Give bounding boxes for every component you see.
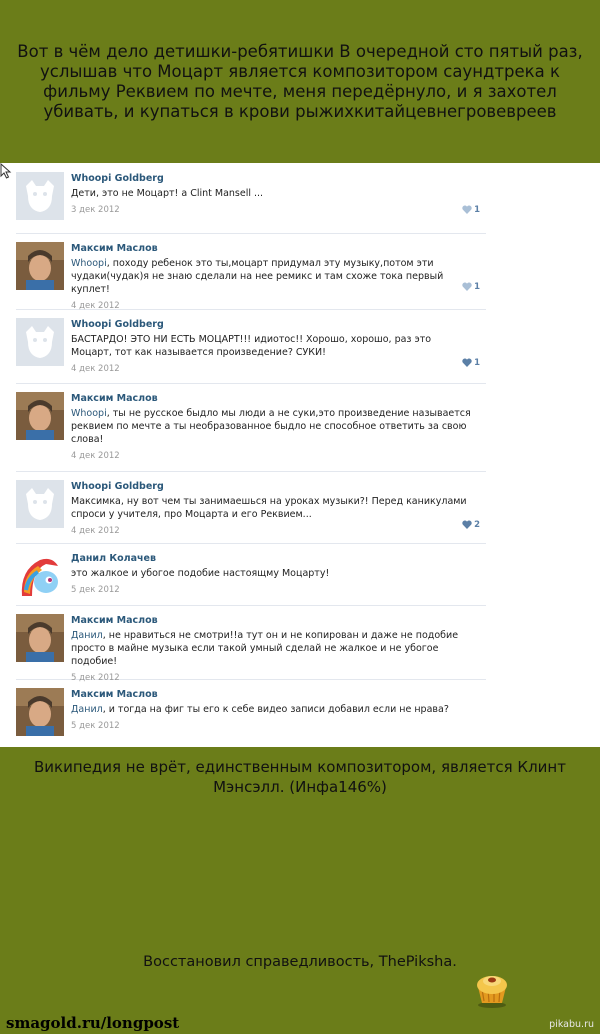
comment-author[interactable]: Максим Маслов — [71, 689, 158, 700]
comment-author[interactable]: Максим Маслов — [71, 615, 158, 626]
comment-text: Whoopi, ты не русское быдло мы люди а не суки,это произведение называется реквием по мечте а ты необразованное быдло не способное ответить за свою слова! — [71, 408, 471, 445]
comment-author[interactable]: Whoopi Goldberg — [71, 319, 164, 330]
site-watermark: pikabu.ru — [549, 1019, 594, 1030]
comment-text: Данил, и тогда на фиг ты его к себе видео записи добавил если не нрава? — [71, 704, 449, 715]
user-photo[interactable] — [16, 242, 64, 290]
reply-mention-link[interactable]: Whoopi — [71, 408, 107, 419]
comment-date[interactable]: 4 дек 2012 — [71, 451, 120, 461]
heart-icon — [462, 205, 472, 214]
comment-author[interactable]: Whoopi Goldberg — [71, 481, 164, 492]
mouse-cursor-icon — [0, 163, 12, 179]
comment-date[interactable]: 5 дек 2012 — [71, 673, 120, 683]
comment-author[interactable]: Данил Колачев — [71, 553, 156, 564]
comment-item — [16, 471, 486, 544]
heart-icon — [462, 282, 472, 291]
comment-text: это жалкое и убогое подобие настоящму Моцарту! — [71, 568, 330, 579]
comment-item — [16, 309, 486, 384]
cupcake-icon — [470, 965, 514, 1009]
like-count: 1 — [474, 205, 480, 215]
comment-date[interactable]: 4 дек 2012 — [71, 364, 120, 374]
comment-item — [16, 383, 486, 472]
comment-text: Дети, это не Моцарт! а Clint Mansell ... — [71, 188, 264, 199]
comment-author[interactable]: Максим Маслов — [71, 393, 158, 404]
dog-avatar-icon[interactable] — [16, 318, 64, 366]
like-count: 1 — [474, 282, 480, 292]
comment-item — [16, 163, 486, 234]
comment-date[interactable]: 5 дек 2012 — [71, 585, 120, 595]
comment-text: Максимка, ну вот чем ты занимаешься на уроках музыки?! Перед каникулами спроси у учителя, про Моцарта и его Реквием... — [71, 496, 467, 520]
heart-icon — [462, 520, 472, 529]
like-count: 1 — [474, 358, 480, 368]
reply-mention-link[interactable]: Данил — [71, 704, 103, 715]
comments-screenshot — [0, 163, 600, 747]
like-button[interactable] — [462, 358, 480, 368]
source-watermark: smagold.ru/longpost — [6, 1014, 180, 1032]
reply-mention-link[interactable]: Whoopi — [71, 258, 107, 269]
comment-author[interactable]: Максим Маслов — [71, 243, 158, 254]
reply-mention-link[interactable]: Данил — [71, 630, 103, 641]
dog-avatar-icon[interactable] — [16, 480, 64, 528]
comment-date[interactable]: 4 дек 2012 — [71, 301, 120, 311]
like-button[interactable] — [462, 520, 480, 530]
comment-author[interactable]: Whoopi Goldberg — [71, 173, 164, 184]
comment-date[interactable]: 3 дек 2012 — [71, 205, 120, 215]
post-signature: Восстановил справедливость, ThePiksha. — [143, 954, 457, 970]
comment-text: БАСТАРДО! ЭТО НИ ЕСТЬ МОЦАРТ!!! идиотос!! Хорошо, хорошо, раз это Моцарт, тот как называется произведение? СУКИ! — [71, 334, 432, 358]
comment-item — [16, 543, 486, 606]
comment-date[interactable]: 5 дек 2012 — [71, 721, 120, 731]
comment-text: Данил, не нравиться не смотри!!а тут он и не копирован и даже не подобие просто в майне музыка если такой умный сделай не жалкое и не убогое подобие! — [71, 630, 459, 667]
comment-item — [16, 233, 486, 310]
user-photo[interactable] — [16, 392, 64, 440]
user-photo[interactable] — [16, 614, 64, 662]
like-button[interactable] — [462, 205, 480, 215]
like-count: 2 — [474, 520, 480, 530]
comment-text: Whoopi, походу ребенок это ты,моцарт придумал эту музыку,потом эти чудаки(чудак)я не знаю сделали на нее ремикс и там схоже тока первый куплет! — [71, 258, 444, 295]
heart-icon — [462, 358, 472, 367]
comment-item — [16, 679, 486, 747]
user-photo[interactable] — [16, 688, 64, 736]
post-bottom-text: Википедия не врёт, единственным композитором, является Клинт Мэнсэлл. (Инфа146%) — [34, 758, 566, 796]
pony-avatar[interactable] — [16, 552, 64, 600]
comment-item — [16, 605, 486, 683]
comment-date[interactable]: 4 дек 2012 — [71, 526, 120, 536]
dog-avatar-icon[interactable] — [16, 172, 64, 220]
like-button[interactable] — [462, 282, 480, 292]
post-top-text: Вот в чём дело детишки-ребятишки В очередной сто пятый раз, услышав что Моцарт является композитором саундтрека к фильму Реквием по мечте, меня передёрнуло, и я захотел убивать, и купаться в крови рыжихкитайцевнегровевреев — [17, 42, 583, 121]
